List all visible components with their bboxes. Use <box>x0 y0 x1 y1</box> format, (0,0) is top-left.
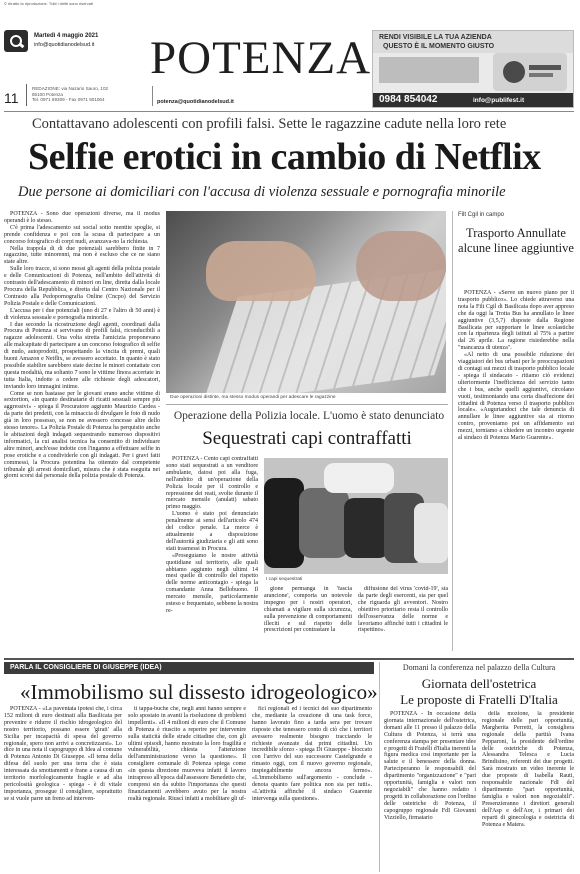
main-subheadline: Due persone ai domiciliari con l'accusa di violenza sessuale e pornografia minorile <box>18 184 506 200</box>
paragraph: POTENZA - Sono due operazioni diverse, ma il modus operandi è lo stesso. <box>4 211 160 224</box>
divider <box>4 658 574 660</box>
paragraph: POTENZA - Cento capi contraffatti sono stati sequestrati a un venditore ambulante, datosi poi alla fuga, nell'ambito di un'operazione della Polizia locale per il controllo e repressione dei reati, svolte durante il mercato mensile (anulati) sabato primo maggio. <box>166 456 258 511</box>
paragraph: C'è prima l'adescamento sui social sotto mentite spoglie, si prende confidenza e poi con la scusa di partecipare a un concorso fotografico di corpi nudi, avanzava-no la richiesta. <box>4 224 160 245</box>
paragraph: fici regionali ed i tecnici del suo dipartimento che, mediante la creazione di una task force, hanno lavorato fino a tarda sera per trovare risposte che tenessero conto di ciò che i territori avessero realmente bisogno tracciando le richieste avanzate dai primi cittadini. Un incredibile sforzo - spiega Di Giuseppe - bloccato con l'arrivo del suo successore Castelgrande e rimasto oggi, con il nuovo governo regionale, inspiegabilmente ancora fermo». «L'immobilismo sull'argomento - conclude - denota quanto fare politica non sia per tutti». «L'attività affinché il sindaco Guarente intervenga sulla questione». <box>252 706 372 802</box>
contact-email: info@quotidianodelsud.it <box>34 42 95 48</box>
sidebar-headline: Trasporto Annullate alcune linee aggiuntive <box>458 226 574 255</box>
sidebar-kicker: Filt Cgil in campo <box>458 212 505 218</box>
divider <box>26 84 27 106</box>
third-article-col2 <box>128 706 246 871</box>
sidebar-article-body <box>458 290 574 650</box>
divider <box>452 211 453 651</box>
redazione-line: Tel. 0971 69309 - Fax 0971 601064 <box>32 97 105 103</box>
paragraph: I due secondo la ricostruzione degli agenti, coordinati dalla Procura di Potenza si servivano di profili falsi, riconducibili a ragazze adolescenti. Una volta stretta l'amicizia proponevano alle malcapitate di partecipare a un concorso fotografico di selfie di nudo, autoprodotti, prospettando la vincita di premi, quali buoni Amazon e Netflix, se avessero accettato. In quanto è stato possibile stabilire sarebbero state decine le minori contattate con questa modalità, ma soltanto 7 sono le vittime finora accertate in tutta Italia, indotte a cedere alle richieste degli adescatori, inviando loro immagini intime. <box>4 321 160 390</box>
keyboard-hands-photo <box>166 211 446 393</box>
paragraph: L'uomo è stato poi denunciato penalmente ai sensi dell'articolo 474 del codice penale. La merce è attualmente a disposizione dell'autorità giudiziaria e gli atti sono stati trasmessi in Procura. <box>166 511 258 552</box>
second-kicker: Operazione della Polizia locale. L'uomo è stato denunciato <box>173 410 445 422</box>
redazione-email: potenza@quotidianodelsud.it <box>157 99 234 105</box>
paragraph: diffusione del virus 'covid-19', sia da parte degli esercenti, sia per quel che riguarda gli avventori. Nostro obiettivo prioritario resta il controllo dell'osservanza delle norme e lavoriamo affinché tutti i cittadini le rispettino». <box>358 586 448 634</box>
second-article-body-end <box>358 586 448 656</box>
newspaper-logo <box>4 30 28 52</box>
advertisement <box>372 30 574 108</box>
third-article-col3 <box>252 706 372 871</box>
ad-headline: QUESTO È IL MOMENTO GIUSTO <box>383 43 495 50</box>
divider <box>4 111 574 112</box>
newspaper-title: POTENZA <box>150 32 372 84</box>
issue-date: Martedì 4 maggio 2021 <box>34 33 99 39</box>
redazione-line: REDAZIONE: via Nazario Sauro, 102 <box>32 86 109 91</box>
paragraph: POTENZA - «Serve un nuovo piano per il trasporto pubblico». Lo chiede attraverso una nota la Filt Cgil di Basilicata dopo aver appreso che da oggi la Trotta Bus ha annullato le linee aggiuntive (3,5,7) disposte dalla Regione Basilicata per supportare le linee scolastiche con la ripartenza degli istituti al 75% a partire dal 26 aprile. La ragione risiederebbe nella "mancanza di utenza". <box>458 290 574 352</box>
seized-goods-photo <box>264 458 448 574</box>
divider <box>166 404 448 405</box>
redazione-block <box>32 86 152 103</box>
fourth-article-col2 <box>482 711 574 871</box>
main-headline: Selfie erotici in cambio di Netflix <box>28 136 541 178</box>
fourth-headline-2: Le proposte di Fratelli D'Italia <box>400 692 558 707</box>
main-kicker: Contattavano adolescenti con profili falsi. Sette le ragazzine cadute nella loro rete <box>32 116 507 132</box>
second-article-body-cont <box>264 586 352 656</box>
paragraph: Nella trappola di di due potenziali sarebbero finite in 7 ragazzine, tutte minorenni, ma non è escluso che ce ne siano state altre. <box>4 245 160 266</box>
paragraph: Sulle loro tracce, si sono mossi gli agenti della polizia postale e delle Comunicazioni di Potenza, nell'ambito dell'attività di contrasto dell'adescamento di minori on line, diretta dalla locale Procura della Repubblica, e diretta dal Centro Nazionale per il Contrasto alla Pedopornografia Online (Cncpo) del Servizio Polizia Postale e delle Comunicazioni. <box>4 266 160 307</box>
third-article-col1 <box>4 706 122 871</box>
copyright-note: © ritratto la riproduzione. Tutti i diritti sono riservati <box>4 1 93 6</box>
fourth-article-col1 <box>384 711 476 871</box>
ad-image <box>379 57 479 83</box>
second-photo-caption: I capi sequestrati <box>266 577 303 582</box>
redazione-line: 85100 Potenza <box>32 91 63 97</box>
paragraph: ti tappa-buche che, negli anni hanno sempre e solo spostato in avanti la risoluzione di problemi impellenti». «Il 4 milioni di euro che il Comune di Potenza è riuscito a reperire per intervenire sulla staticità delle strade cittadine che, con gli ultimi episodi, hanno mostrato la loro fragilità e vulnerabilità, chiesta l'attenzione dell'amministrazione verso la questione». Il consigliere comunale di Potenza spiega come «in questa direzione muoveva infatti il lavoro intrapreso all'epoca dall'assessore Benedetto che, compresi sin da subito l'importanza che questi finanziamenti avrebbero avuto per la nostra realtà regionale. Riuscì infatti a mobilitare gli uf- <box>128 706 246 802</box>
main-photo-caption: Due operazioni distinte, ma stesso modus operandi per adescare le ragazzine <box>170 395 336 400</box>
paragraph: della mozione, la presidente regionale delle pari opportunità, Margherita Perretti, la consigliera regionale della partità Ivana Pepparoni, la presidente dell'ordine delle ostetriche di Potenza, Alessandra Telesca e Lucia Brindisino, referenti dei due progetti. Sarà mostrato un video inerente le due proposte di Isabella Rauti, responsabile nazionale FdI del dipartimento "pari opportunità, famiglia e valori non negoziabili". Presenzieranno i direttori generali dell'Asp e dell'Aor, i primari dei reparti di ginecologia e ostetricia di Potenza e Matera. <box>482 711 574 828</box>
section-label: PARLA IL CONSIGLIERE DI GIUSEPPE (IDEA) <box>10 664 162 671</box>
main-article-body <box>4 211 160 656</box>
second-headline: Sequestrati capi contraffatti <box>202 428 412 449</box>
divider <box>379 662 380 872</box>
paragraph: «Proseguiamo le nostre attività quotidiane sul territorio, alle quali abbiamo aggiunto negli ultimi 14 mesi quelle di controllo del rispetto delle norme anticontagio - spiega la comandante Anna Bellobuono. Il mercato mensile, particolarmente esteso e frequentato, sebbene la nostra re- <box>166 552 258 614</box>
second-article-body <box>166 456 258 656</box>
divider <box>152 86 153 106</box>
paragraph: gione permanga in 'fascia arancione', comporta un notevole impegno per i nostri operatori, chiamati a vigilare sulla sicurezza, sulla prevenzione di comportamenti illeciti e sul rispetto delle prescrizioni per contrastare la <box>264 586 352 634</box>
fourth-kicker: Domani la conferenza nel palazzo della Cultura <box>402 663 556 672</box>
paragraph: Come se non bastasse per le giovani erano anche vittime di sextortion, «in quanto destinatarie di ricatti sessuali sempre più aggressivi» - spiega il Procuratore aggiunto Maurizio Cardea - da parte dei predetti, con la minaccia di divulgare le foto di nudo già in loro possesso, se non ne avessero concesse altre dello stesso tenore». La Polizia Postale di Potenza ha perquisito anche le abitazioni degli indagati sequestrando numeroso dispositivi informatici, la cui analisi tecnica ha consentito di individuare altre minori, anch'esse indotte con l'inganno a effettuare selfie in pose erotiche e a condividerle con gli indagati. Per i gravi fatti commessi, la Procura potentina ha ottenuto dal competente tribunale gli arresti domiciliari, misura che è stata eseguita nei giorni scorsi dal personale della polizia postale di Potenza. <box>4 390 160 480</box>
fourth-headline: Giornata dell'ostetrica <box>421 676 537 691</box>
paragraph: «Al netto di una possibile riduzione dei viaggiatori dei bus urbani per le preoccupazioni di contagi sui mezzi di trasporto pubblico locale - spiega il sindacato - ritiamo ciò evidenzi ulteriormente l'inefficienza del servizio tanto che i bus, anche quelli aggiuntivi, circolano vuoti, testimoniando una certa disaffezione dei cittadini di Potenza verso il trasporto pubblico locale». «Auguriandoci che tale denuncia di annullare le linee aggiuntive sia ai ritorno contro, proveniamo poi un affidamento sui mezzi, torniamo a chiedere un incontro urgente al sindaco di Potenza Mario Guarente». <box>458 352 574 442</box>
ad-phone: 0984 854042 <box>379 94 438 105</box>
paragraph: L'accusa per i due potenziali (uno di 27 e l'altro di 50 anni) è di violenza sessuale e pornografia minorile. <box>4 307 160 321</box>
page-number: 11 <box>4 90 19 106</box>
third-headline: «Immobilismo sul dissesto idrogeologico» <box>20 680 378 704</box>
ad-email: info@publifest.it <box>473 97 525 104</box>
ad-headline: RENDI VISIBILE LA TUA AZIENDA <box>379 34 492 41</box>
paragraph: POTENZA - In occasione della giornata internazionale dell'ostetrica, domani alle 11 presso il palazzo della Cultura di Potenza, si terrà una conferenza stampa per presentare idee e progetti di Fratelli d'Italia inerenti la figura medica così importante per la salute e il benessere della donna. Parteciperanno le responsabili del dipartimento "organizzazione" e "pari opportunità, famiglia e valori non negoziabili" che hanno redatto i progetti in collaborazione con l'ordine delle ostetriche di Potenza, il capogruppo regionale FdI Giovanni Vizziello, firmatario <box>384 711 476 821</box>
publifest-logo <box>493 53 567 91</box>
paragraph: POTENZA - «La paventata ipotesi che, i circa 152 milioni di euro destinati alla Basilicata per prevenire e ridurre il rischio idrogeologico del nostro territorio, possano essere 'girati' alla Sicilia per incapacità di spesa del governo regionale, spero non arrivi a concretizzarsi». Lo dice in una nota il capogruppo di Idea al comune di Potenza Antonio Di Giuseppe. «Il tema della difesa del suolo per una terra che è stata interessata da smottamenti e frane a causa di un territorio morfologicamente fragile e ad alta pericolosità geologica - spiega - è di vitale importanza, prosegue il consigliere, soprattutto se si vuole parre un freno ad interven- <box>4 706 122 802</box>
